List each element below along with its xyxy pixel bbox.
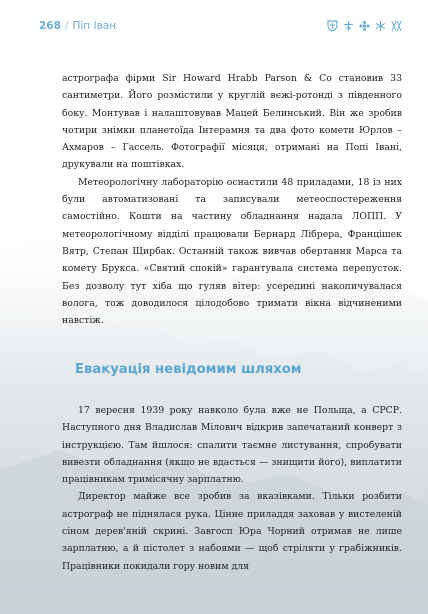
- snowflake-icon: [375, 17, 386, 29]
- paragraph: 17 вересня 1939 року навколо була вже не Польща, а СРСР. Наступного дня Владислав Мілович відкрив запечатаний конверт з інструкцією. Там йшлося: спалити таємне листування, спробувати вивезти обладнання (якщо не вдасться — знищити його), виплатити працівникам тримісячну зарплатню.: [62, 405, 402, 486]
- body-text-top: [62, 70, 402, 329]
- section-heading: Евакуація невідомим шляхом: [75, 362, 302, 377]
- running-head: [39, 20, 116, 32]
- paragraph: Метеорологічну лабораторію оснастили 48 приладами, 18 із них були автоматизовані та записували метеоспостереження самостійно. Кошти на частину обладнання надала ЛОПП. У метеорологічному відділі працювали Бернард Лібрера, Францішек Вятр, Степан Щирбак. Останній також вивчав обертання Марса та комету Брукса. «Святий спокій» гарантувала система перепусток. Без дозволу тут хіба що гуляв вітер: усередині накопичувалася волога, тож доводилося цілодобово тримати вікна відчиненими навстіж.: [62, 176, 402, 327]
- flower-icon: [359, 17, 370, 29]
- shield-icon: [327, 17, 338, 29]
- page-number: 268: [39, 20, 61, 32]
- page-header: [0, 0, 428, 40]
- cross-icon: [343, 17, 354, 29]
- header-ornament-icons: [327, 17, 402, 29]
- running-title: Піп Іван: [72, 20, 117, 32]
- paragraph: Директор майже все зробив за вказівками. Тільки розбити астрограф не піднялася рука. Цінне приладдя заховав у вистеленій сіном дерев'яній скрині. Завгосп Юра Чорний отримав не лише зарплатню, а й пістолет з набоями — щоб стріляти у грабіжників. Працівники покидали гору новим для: [62, 491, 402, 572]
- double-chevron-icon: [391, 17, 402, 29]
- header-separator: /: [64, 20, 69, 32]
- body-text-bottom: [62, 402, 402, 575]
- paragraph: астрографа фірми Sir Howard Hrabb Parson & Co становив 33 сантиметри. Його розмістили у круглій вежі-ротонді з південного боку. Монтував і налаштовував Мацей Белинський. Він же зробив чотири знімки планетоїда Інтерамня та два фото комети Юрлов – Ахмаров – Гассель. Фотографії місяця, отримані на Попі Івані, друкували на поштівках.: [62, 73, 402, 171]
